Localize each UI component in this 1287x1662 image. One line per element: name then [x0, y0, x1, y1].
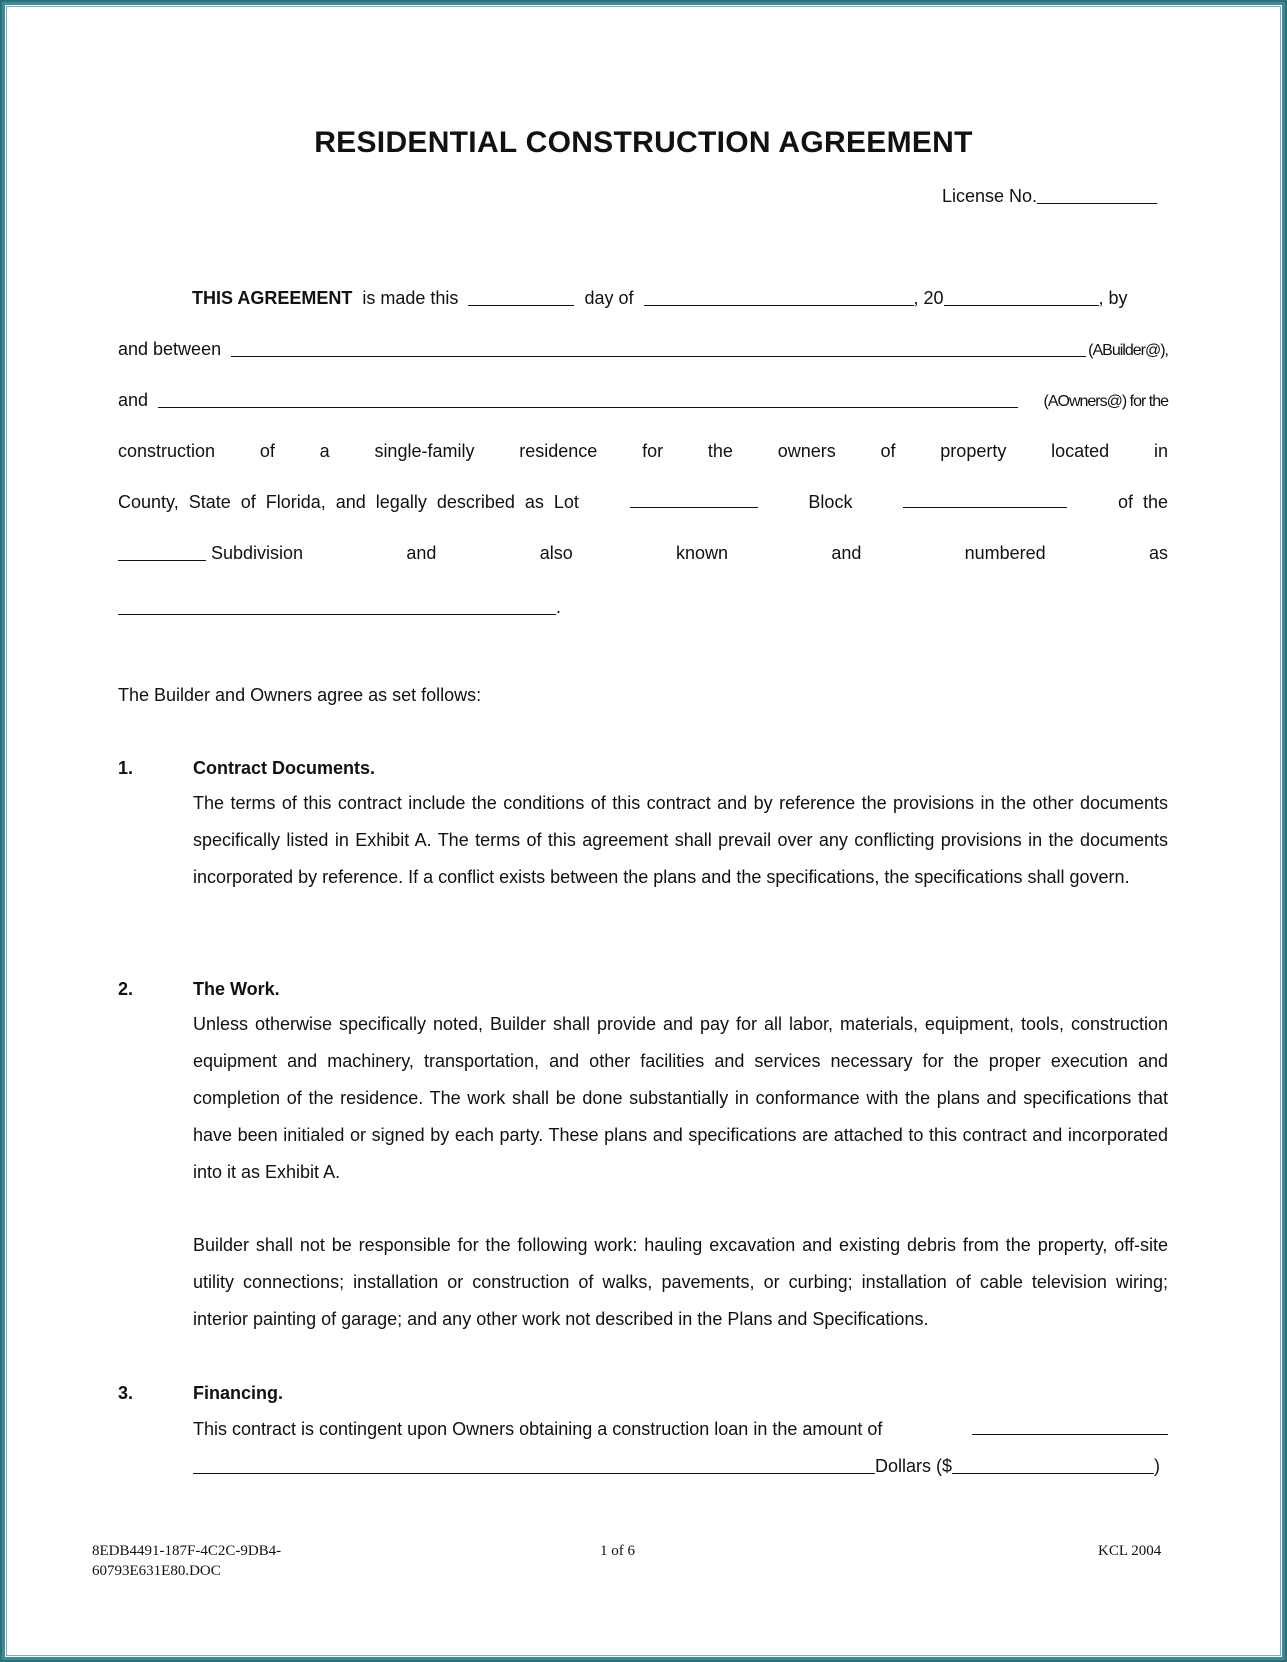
word: Subdivision — [211, 543, 304, 563]
and-text: and — [118, 390, 149, 410]
subdivision-blank[interactable] — [118, 559, 206, 561]
footer-doc-id-1: 8EDB4491-187F-4C2C-9DB4- — [92, 1543, 282, 1559]
agree-line: The Builder and Owners agree as set follows: — [118, 685, 482, 705]
day-of-text: day of — [584, 288, 634, 308]
license-label: License No. — [942, 186, 1038, 206]
block-blank[interactable] — [903, 506, 1067, 508]
word: numbered — [964, 543, 1046, 563]
word: and — [406, 543, 437, 563]
by-text: , by — [1098, 288, 1128, 308]
section-3-heading: Financing. — [193, 1383, 283, 1403]
word: property — [940, 441, 1007, 461]
word: as — [1148, 543, 1168, 563]
section-2-paragraph-2: Builder shall not be responsible for the following work: hauling excavation and existing debris from the property, off-site utility connections; installation or construction of walks, pavements, or curbing; installation of cable television wiring; interior painting of garage; and any other work not described in the Plans and Specifications. — [193, 1235, 1168, 1329]
of-the-text: of the — [1117, 492, 1168, 512]
year-blank[interactable] — [944, 304, 1099, 306]
section-3-paragraph: This contract is contingent upon Owners obtaining a construction loan in the amount of — [193, 1419, 883, 1439]
section-2-number: 2. — [118, 979, 134, 999]
intro-line-2 — [118, 339, 1168, 360]
lot-blank[interactable] — [630, 506, 758, 508]
builder-tag: (ABuilder@), — [1088, 342, 1168, 359]
section-1-paragraph: The terms of this contract include the conditions of this contract and by reference the provisions in the other documents specifically listed in Exhibit A. The terms of this agreement shall prevail over any conflicting provisions in the documents incorporated by reference. If a conflict exists between the plans and the specifications, the specifications shall govern. — [193, 793, 1168, 887]
address-blank[interactable] — [118, 613, 556, 615]
word: owners — [777, 441, 836, 461]
section-2-heading: The Work. — [193, 979, 280, 999]
twenty-text: , 20 — [913, 288, 944, 308]
word: also — [539, 543, 573, 563]
word: located — [1051, 441, 1110, 461]
agreement-bold: THIS AGREEMENT — [192, 288, 353, 308]
and-between-text: and between — [118, 339, 222, 359]
footer-doc-id-2: 60793E631E80.DOC — [92, 1563, 221, 1579]
section-1-heading: Contract Documents. — [193, 758, 376, 778]
word: a — [319, 441, 330, 461]
intro-line-1 — [192, 288, 1168, 309]
word: of — [259, 441, 275, 461]
intro-line-5 — [118, 492, 1168, 513]
loan-words-blank[interactable] — [193, 1472, 875, 1474]
builder-blank[interactable] — [231, 355, 1086, 357]
word: the — [707, 441, 733, 461]
word: for — [642, 441, 664, 461]
license-line — [942, 186, 1157, 207]
period-text: . — [556, 597, 562, 617]
section-2-paragraph-1: Unless otherwise specifically noted, Builder shall provide and pay for all labor, materials, equipment, tools, construction equipment and machinery, transportation, and other facilities and services necessary for the proper execution and completion of the residence. The work shall be done substantially in conformance with the plans and specifications that have been initialed or signed by each party. These plans and specifications are attached to this contract and incorporated into it as Exhibit A. — [193, 1014, 1168, 1182]
section-3-line-2 — [193, 1456, 1160, 1477]
section-1-number: 1. — [118, 758, 134, 778]
intro-line-6 — [118, 543, 1168, 564]
made-this-text: is made this — [362, 288, 459, 308]
close-paren-text: ) — [1154, 1456, 1161, 1476]
word: single-family — [374, 441, 475, 461]
footer-right: KCL 2004 — [1098, 1543, 1162, 1559]
owners-blank[interactable] — [158, 406, 1018, 408]
owners-tag: (AOwners@) for the — [1043, 393, 1168, 410]
word: of — [880, 441, 896, 461]
license-blank[interactable] — [1037, 202, 1157, 204]
loan-dollars-blank[interactable] — [952, 1472, 1154, 1474]
intro-line-4 — [118, 441, 1168, 462]
county-state-text: County, State of Florida, and legally described as Lot — [118, 492, 579, 512]
word: residence — [519, 441, 598, 461]
month-blank[interactable] — [644, 304, 914, 306]
block-text: Block — [808, 492, 853, 512]
loan-amount-blank[interactable] — [972, 1433, 1168, 1435]
day-blank[interactable] — [468, 304, 574, 306]
dollars-text: Dollars ($ — [875, 1456, 953, 1476]
footer-page-number: 1 of 6 — [600, 1543, 635, 1559]
intro-line-3 — [118, 390, 1168, 411]
word: in — [1153, 441, 1168, 461]
intro-line-7 — [118, 597, 561, 618]
document-title: RESIDENTIAL CONSTRUCTION AGREEMENT — [314, 126, 973, 159]
word: known — [676, 543, 729, 563]
word: construction — [118, 441, 216, 461]
section-3-number: 3. — [118, 1383, 134, 1403]
section-3-line-1 — [193, 1419, 1168, 1440]
word: and — [831, 543, 862, 563]
